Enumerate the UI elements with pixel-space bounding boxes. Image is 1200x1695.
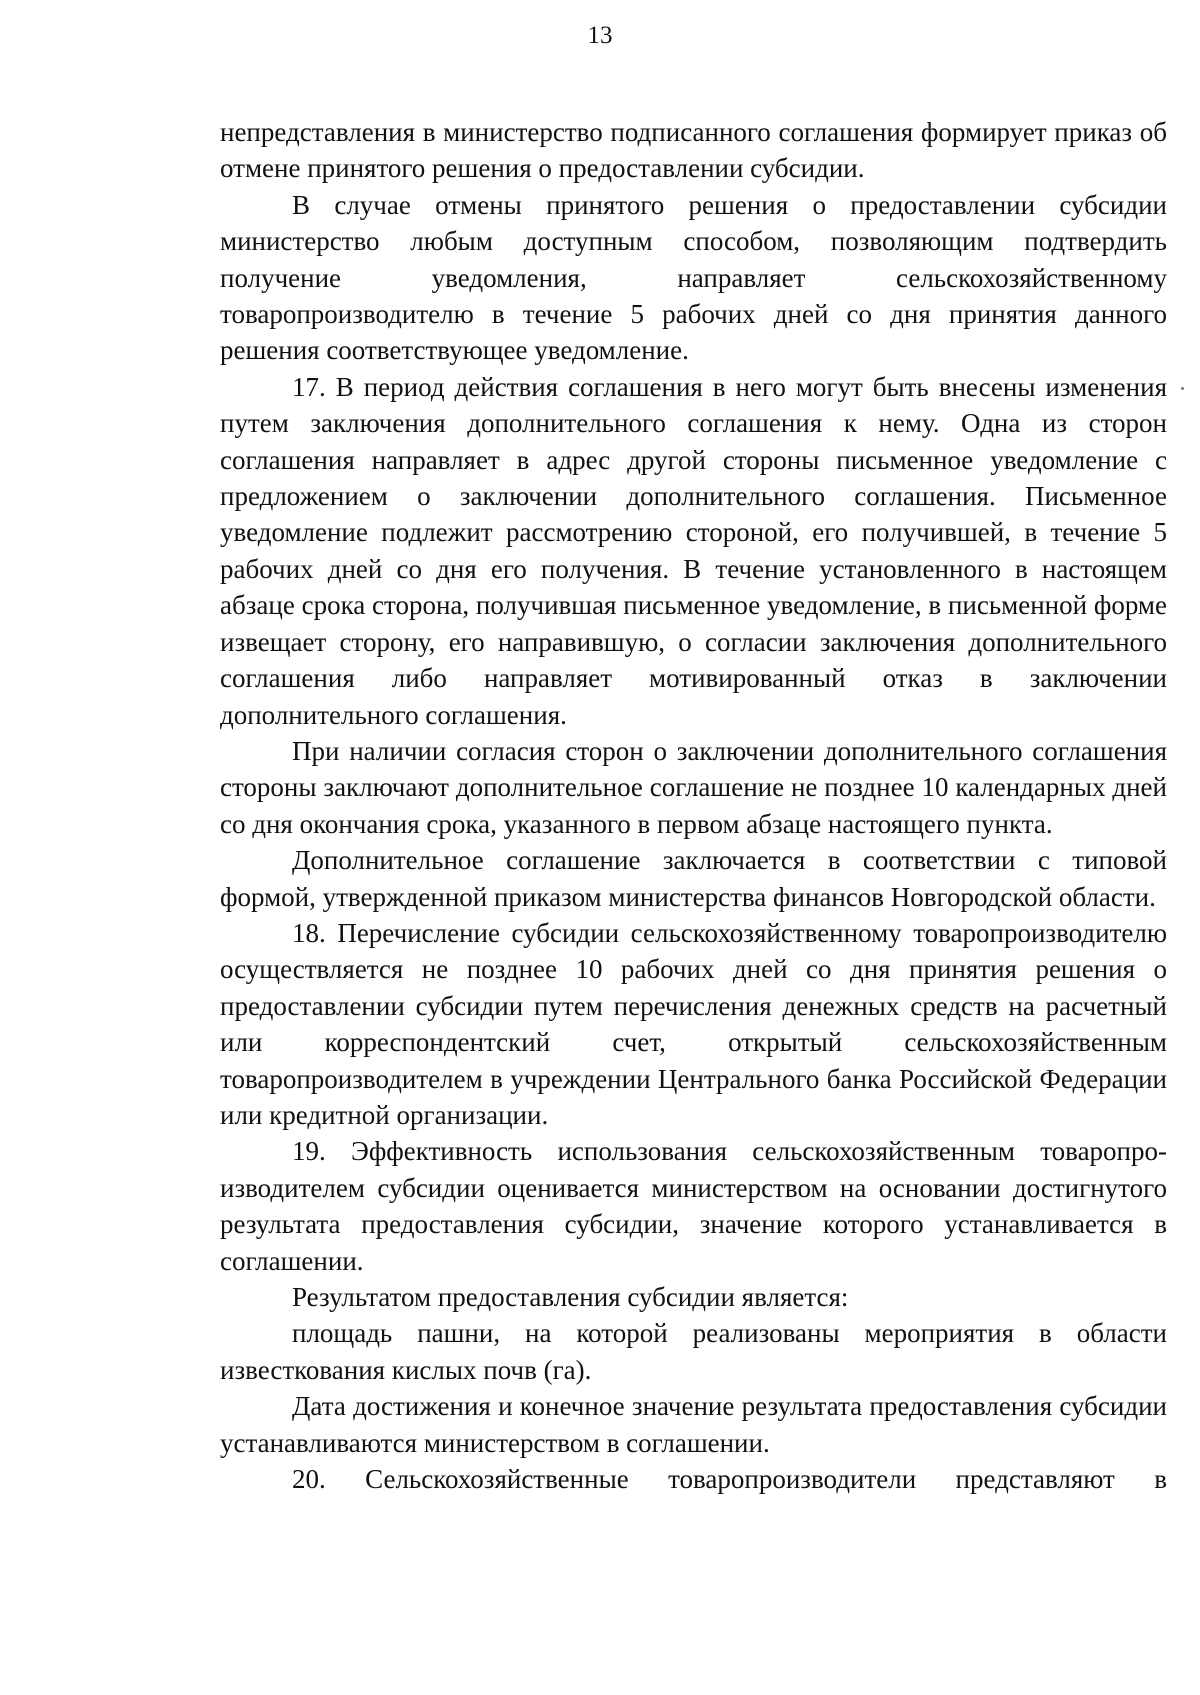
paragraph-result-value: площадь пашни, на которой реализованы мероприятия в области известкования кислых почв (га). <box>220 1318 1167 1385</box>
paragraph-cancellation-notice: В случае отмены принятого решения о предоставлении субсидии министерство любым доступным способом, позволяющим подтвердить получение уведомления, направляет сельскохозяйственному товаропроизводителю в течение 5 рабочих дней со дня принятия данного решения соответствующее уведомление. <box>220 189 1167 366</box>
paragraph-continuation: непредставления в министерство подписанного соглашения формирует приказ об отмене принятого решения о предоставлении субсидии. <box>220 117 1167 184</box>
document-body <box>220 114 1167 1497</box>
paragraph-item-17: 17. В период действия соглашения в него могут быть внесены изменения путем заключения дополнительного соглашения к нему. Одна из сторон соглашения направляет в адрес другой стороны письменное уведомление с предложением о заключении дополнительного соглашения. Письменное уведомление подлежит рассмотрению стороной, его получившей, в течение 5 рабочих дней со дня его получения. В течение установленного в настоящем абзаце срока сторона, получившая письменное уведомление, в письменной форме извещает сторону, его направившую, о согласии заключения дополнительного соглашения либо направляет мотивированный отказ в заключении дополнительного соглашения. <box>220 371 1167 730</box>
paragraph-result-heading: Результатом предоставления субсидии является: <box>292 1282 849 1312</box>
paragraph-additional-agreement-form: Дополнительное соглашение заключается в соответствии с типовой формой, утвержденной приказом министерства финансов Новгородской области. <box>220 845 1167 912</box>
paragraph-item-18: 18. Перечисление субсидии сельскохозяйственному товаропроизводителю осуществляется не позднее 10 рабочих дней со дня принятия решения о предоставлении субсидии путем перечисления денежных средств на расчетный или корреспондентский счет, открытый сельскохозяйственным товаропроизводителем в учреждении Центрального банка Российской Федерации или кредитной организации. <box>220 917 1167 1130</box>
scan-speck <box>1181 387 1184 390</box>
page-number: 13 <box>587 22 613 49</box>
paragraph-result-date: Дата достижения и конечное значение результата предоставления субсидии устанавливаются министерством в соглашении. <box>220 1391 1167 1458</box>
paragraph-item-19: 19. Эффективность использования сельскохозяйственным товаропроизводителем субсидии оценивается министерством на основании достигнутого результата предоставления субсидии, значение которого устанавливается в соглашении. <box>220 1136 1167 1276</box>
paragraph-additional-agreement-consent: При наличии согласия сторон о заключении дополнительного соглашения стороны заключают дополнительное соглашение не позднее 10 календарных дней со дня окончания срока, указанного в первом абзаце настоящего пункта. <box>220 735 1167 839</box>
paragraph-item-20: 20. Сельскохозяйственные товаропроизводители представляют в <box>292 1464 1167 1495</box>
